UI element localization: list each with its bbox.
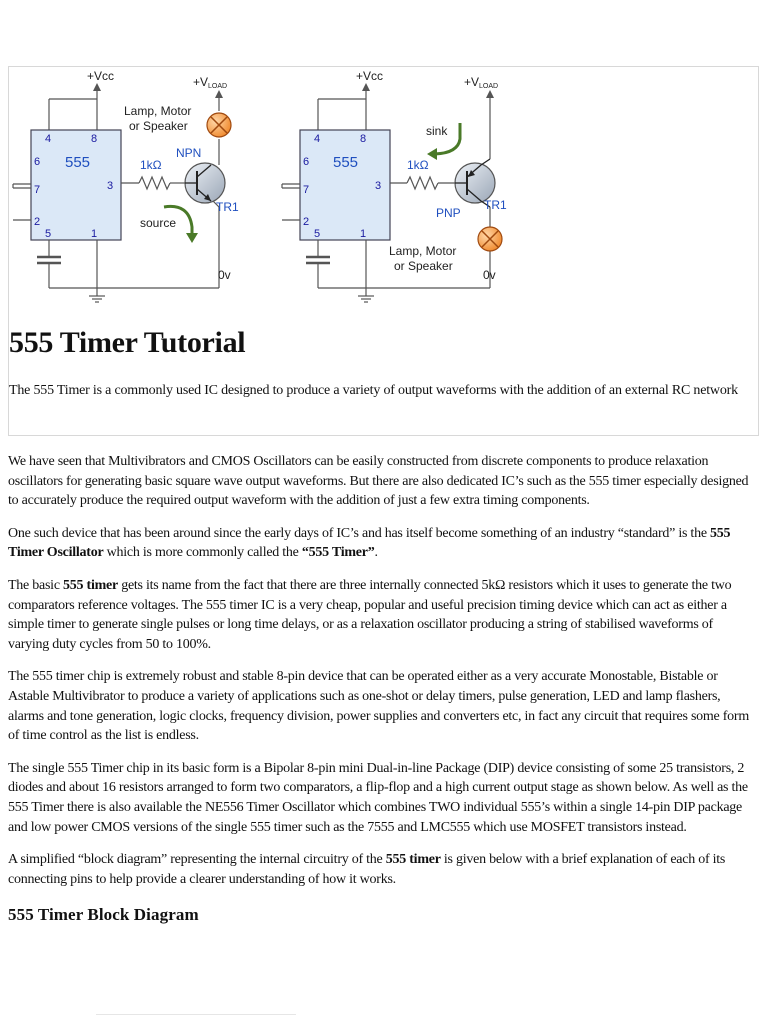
transistor-switching-circuit-figure [9,67,759,317]
load-label-line1: Lamp, Motor [124,104,192,118]
vload-label: +VLOAD [464,75,499,90]
pin-label: 2 [303,216,310,228]
resistor-label: 1kΩ [407,158,429,172]
load-label-line1: Lamp, Motor [389,244,457,258]
pin-label: 3 [107,180,114,192]
paragraph: The single 555 Timer chip in its basic form is a Bipolar 8-pin mini Dual-in-line Package (DIP) device consisting of some 25 transistors, 2 diodes and about 16 resistors arranged to form two comparators, a flip-flop and a high current output stage as shown below. As well as the 555 Timer there is also available the NE556 Timer Oscillator which combines TWO individual 555’s within a single 14-pin DIP package and low power CMOS versions of the single 555 timer such as the 7555 and LMC555 which use MOSFET transistors instead. [8,760,748,835]
pin-label: 3 [375,180,382,192]
article-body [8,452,753,925]
pin-label: 5 [314,228,321,240]
ground-label: 0v [483,268,496,282]
pin-label: 5 [45,228,52,240]
transistor-type-label: PNP [436,206,461,220]
pin-label: 7 [34,184,41,196]
current-label: source [140,216,177,230]
bold-term: 555 Timer Oscillator [8,525,731,561]
section-heading: 555 Timer Block Diagram [8,905,199,925]
ground-label: 0v [218,268,231,282]
paragraph: One such device that has been around since the early days of IC’s and has itself become something of an industry “standard” is the 555 Timer Oscillator which is more commonly called the “555 Timer”. [8,525,731,561]
bold-term: 555 timer [385,852,441,868]
vload-label: +VLOAD [193,75,228,90]
chip-label: 555 [65,154,91,171]
load-label-line2: or Speaker [394,259,453,273]
hero-card [8,66,759,436]
pin-label: 4 [45,133,52,145]
transistor-type-label: NPN [176,146,202,160]
divider [96,1014,296,1015]
pin-label: 1 [360,228,367,240]
current-label: sink [426,124,448,138]
bold-term: 555 timer [63,577,118,593]
pin-label: 2 [34,216,41,228]
chip-label: 555 [333,154,359,171]
pin-label: 6 [34,156,41,168]
paragraph: A simplified “block diagram” representing the internal circuitry of the 555 timer is given below with a brief explanation of each of its connecting pins to help provide a clearer understanding of how it works. [8,852,726,887]
pin-label: 8 [91,133,98,145]
paragraph: We have seen that Multivibrators and CMOS Oscillators can be easily constructed from discrete components to produce relaxation oscillators for generating basic square wave output waveforms. But there are also dedicated IC’s such as the 555 timer especially designed to accurately produce the required output waveform with the addition of just a few extra timing components. [8,454,749,509]
page-subtitle: The 555 Timer is a commonly used IC designed to produce a variety of output waveforms with the addition of an external RC network [9,383,738,398]
paragraph: The 555 timer chip is extremely robust and stable 8-pin device that can be operated either as a very accurate Monostable, Bistable or Astable Multivibrator to produce a variety of applications such as one-shot or delay timers, pulse generation, LED and lamp flashers, alarms and tone generation, logic clocks, frequency division, power supplies and converters etc, in fact any circuit that requires some form of time control as the list is endless. [8,669,749,744]
transistor-name-label: TR1 [216,200,239,214]
load-label-line2: or Speaker [129,119,188,133]
pin-label: 6 [303,156,310,168]
pin-label: 8 [360,133,367,145]
pin-label: 4 [314,133,321,145]
vcc-label: +Vcc [356,69,384,83]
vcc-label: +Vcc [87,69,115,83]
resistor-label: 1kΩ [140,158,162,172]
paragraph: The basic 555 timer gets its name from the fact that there are three internally connected 5kΩ resistors which it uses to generate the two comparators reference voltages. The 555 timer IC is a very cheap, popular and useful precision timing device which can act as either a simple timer to generate single pulses or long time delays, or as a relaxation oscillator producing a string of stabilised waveforms of varying duty cycles from 50 to 100%. [8,577,732,652]
bold-term: “555 Timer” [301,545,375,561]
pin-label: 1 [91,228,98,240]
transistor-name-label: TR1 [484,198,507,212]
pin-label: 7 [303,184,310,196]
page-title: 555 Timer Tutorial [9,326,246,359]
